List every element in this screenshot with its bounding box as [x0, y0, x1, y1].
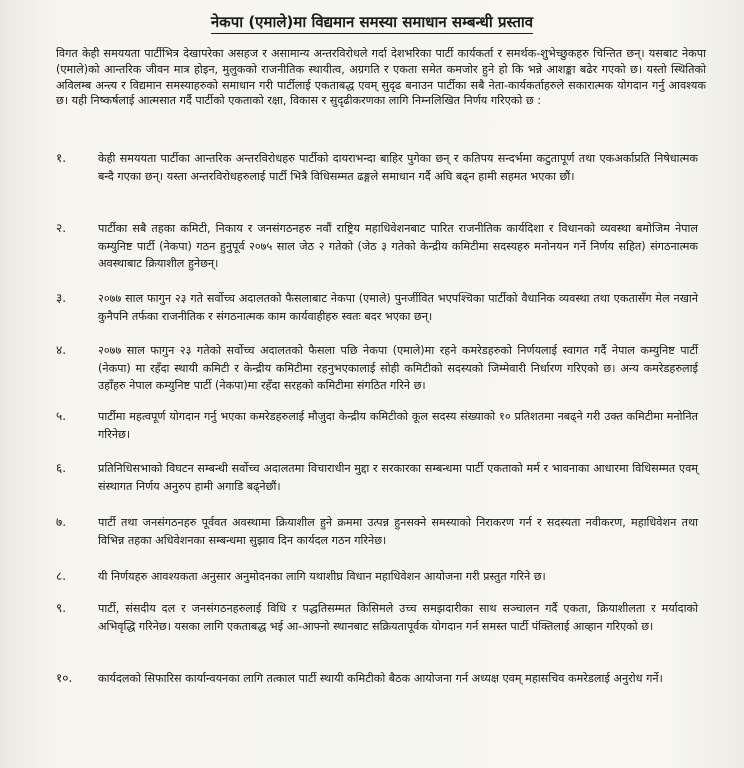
item-text: २०७७ साल फागुन २३ गते सर्वोच्च अदालतको फैसलाबाट नेकपा (एमाले) पुनर्जीवित भएपश्चिका पार्टीको वैधानिक व्यवस्था तथा एकतासँग मेल नखाने कुनैपनि तर्फका राजनीतिक र संगठनात्मक काम कार्यवाहीहरु स्वतः बदर भएका छन्।: [98, 292, 698, 323]
item-text: पार्टीका सबै तहका कमिटी, निकाय र जनसंगठनहरु नवौं राष्ट्रिय महाधिवेशनबाट पारित राजनीतिक कार्यदिशा र विधानको व्यवस्था बमोजिम नेपाल कम्युनिष्ट पार्टी (नेकपा) गठन हुनुपूर्व २०७५ साल जेठ २ गतेको (जेठ ३ गतेको केन्द्रीय कमिटीमा सदस्यहरु मनोनयन गर्ने निर्णय सहित) संगठनात्मक अवस्थाबाट क्रियाशील हुनेछन्।: [98, 222, 698, 270]
item-text: प्रतिनिधिसभाको विघटन सम्बन्धी सर्वोच्च अदालतमा विचाराधीन मुद्दा र सरकारका सम्बन्धमा पार्टी एकताको मर्म र भावनाका आधारमा विधिसम्मत एवम् संस्थागत निर्णय अनुरुप हामी अगाडि बढ्नेछौं।: [98, 462, 698, 493]
item-text: पार्टी तथा जनसंगठनहरु पूर्ववत अवस्थामा क्रियाशील हुने क्रममा उत्पन्न हुनसक्ने समस्याको निराकरण गर्न र सदस्यता नवीकरण, महाधिवेशन तथा विभिन्न तहका अधिवेशनका सम्बन्धमा सुझाव दिन कार्यदल गठन गरिनेछ।: [98, 516, 698, 547]
item-number: ५.: [56, 409, 67, 423]
intro-paragraph: विगत केही समययता पार्टीभित्र देखापरेका असहज र असामान्य अन्तरविरोधले गर्दा देशभरिका पार्टी कार्यकर्ता र समर्थक-शुभेच्छुकहरु चिन्तित छन्। यसबाट नेकपा (एमाले)को आन्तरिक जीवन मात्र होइन, मुलुकको राजनीतिक स्थायीत्व, अग्रगति र एकता समेत कमजोर हुने हो कि भन्ने आशङ्का बढेर गएको छ। यस्तो स्थितिको अविलम्ब अन्त्य र विद्यमान समस्याहरुको समाधान गरी पार्टीलाई एकताबद्ध एवम् सुदृढ बनाउन पार्टीका सबै नेता-कार्यकर्ताहरुले सकारात्मक योगदान गर्नु आवश्यक छ। यही निष्कर्षलाई आत्मसात गर्दै पार्टीको एकताको रक्षा, विकास र सुदृढीकरणका लागि निम्नलिखित निर्णय गरिएको छ :: [56, 47, 706, 108]
item-number: ६.: [56, 461, 67, 475]
item-number: ८.: [56, 569, 67, 583]
item-text: केही समययता पार्टीका आन्तरिक अन्तरविरोधहरु पार्टीको दायराभन्दा बाहिर पुगेका छन् र कतिपय सन्दर्भमा कटुतापूर्ण तथा एकअर्काप्रति निषेधात्मक बन्दै गएका छन्। यस्ता अन्तरविरोधहरुलाई पार्टी भित्रै विधिसम्मत ढङ्गले समाधान गर्दै अघि बढ्न हामी सहमत भएका छौं।: [98, 152, 698, 183]
title-text: नेकपा (एमाले)मा विद्यमान समस्या समाधान सम्बन्धी प्रस्ताव: [211, 13, 533, 34]
item-number: ९.: [56, 601, 67, 615]
resolution-item: [56, 568, 706, 586]
item-text: पार्टीमा महत्वपूर्ण योगदान गर्नु भएका कमरेडहरुलाई मौजुदा केन्द्रीय कमिटीको कूल सदस्य संख्याको १० प्रतिशतमा नबढ्ने गरी उक्त कमिटीमा मनोनित गरिनेछ।: [98, 410, 698, 441]
resolution-item: [56, 342, 706, 395]
resolution-item: [56, 460, 706, 495]
item-text: पार्टी, संसदीय दल र जनसंगठनहरुलाई विधि र पद्धतिसम्मत किसिमले उच्च समझदारीका साथ सञ्चालन गर्दै एकता, क्रियाशीलता र मर्यादाको अभिवृद्धि गरिनेछ। यसका लागि एकताबद्ध भई आ-आफ्नो स्थानबाट सक्रियतापूर्वक योगदान गर्न समस्त पार्टी पंक्तिलाई आव्हान गरिएको छ।: [98, 602, 698, 633]
resolution-item: [56, 514, 706, 549]
item-number: ३.: [56, 291, 67, 305]
resolution-item: [56, 600, 706, 635]
item-text: २०७७ साल फागुन २३ गतेको सर्वोच्च अदालतको फैसला पछि नेकपा (एमाले)मा रहने कमरेडहरुको निर्णयलाई स्वागत गर्दै नेपाल कम्युनिष्ट पार्टी (नेकपा) मा रहँदा स्थायी कमिटी र केन्द्रीय कमिटीमा रहनुभएकालाई सोही कमिटीको सदस्यको जिम्मेवारी निर्धारण गरिएको छ। अन्य कमरेडहरुलाई उहाँहरु नेपाल कम्युनिष्ट पार्टी (नेकपा)मा रहँदा सरहको कमिटीमा संगठित गरिने छ।: [98, 344, 698, 392]
resolution-item: [56, 670, 706, 688]
resolution-item: [56, 290, 706, 325]
item-number: २.: [56, 221, 67, 235]
item-text: यी निर्णयहरु आवश्यकता अनुसार अनुमोदनका लागि यथाशीघ्र विधान महाधिवेशन आयोजना गरी प्रस्तुत गरिने छ।: [98, 570, 546, 583]
item-text: कार्यदलको सिफारिस कार्यान्वयनका लागि तत्काल पार्टी स्थायी कमिटीको बैठक आयोजना गर्न अध्यक्ष एवम् महासचिव कमरेडलाई अनुरोध गर्ने।: [98, 672, 663, 685]
item-number: १०.: [56, 671, 73, 685]
item-number: ७.: [56, 515, 67, 529]
document-title: [0, 12, 744, 32]
resolution-item: [56, 408, 706, 443]
resolution-item: [56, 150, 706, 185]
item-number: १.: [56, 151, 67, 165]
item-number: ४.: [56, 343, 67, 357]
resolution-item: [56, 220, 706, 273]
